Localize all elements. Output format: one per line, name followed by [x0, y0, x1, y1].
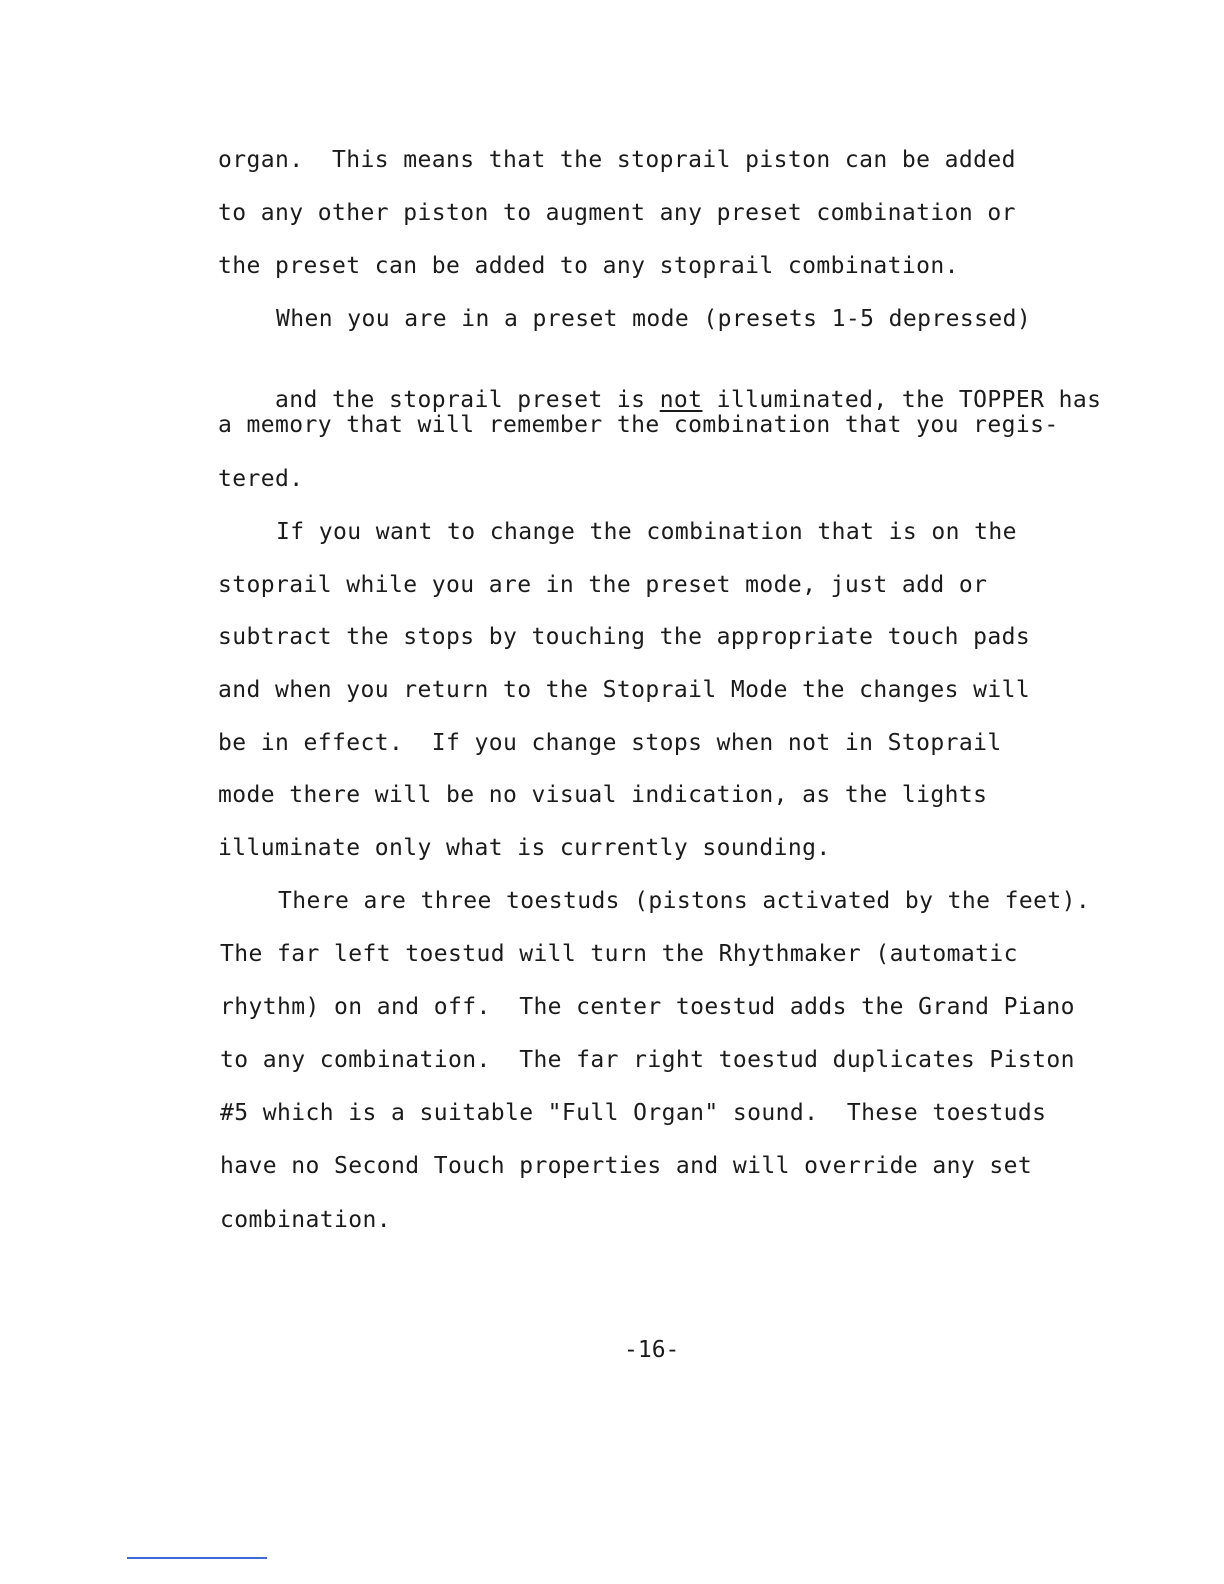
text-line: rhythm) on and off. The center toestud adds the Grand Piano	[220, 994, 1075, 1020]
text-line: a memory that will remember the combination that you regis-	[218, 412, 1059, 438]
text-line: There are three toestuds (pistons activated by the feet).	[278, 888, 1091, 914]
page-number: -16-	[624, 1337, 680, 1363]
underlined-word: not	[659, 387, 703, 413]
text-line: The far left toestud will turn the Rhythmaker (automatic	[220, 941, 1018, 967]
text-line: #5 which is a suitable "Full Organ" sound. These toestuds	[220, 1100, 1047, 1126]
text-line: be in effect. If you change stops when not in Stoprail	[218, 730, 1002, 756]
text-line: have no Second Touch properties and will override any set	[220, 1153, 1033, 1179]
text-run: and the stoprail preset is	[275, 387, 660, 413]
text-line: mode there will be no visual indication, as the lights	[218, 782, 988, 808]
text-line: When you are in a preset mode (presets 1-5 depressed)	[276, 306, 1032, 332]
text-line: the preset can be added to any stoprail combination.	[218, 253, 959, 279]
text-line: to any other piston to augment any preset combination or	[218, 200, 1016, 226]
text-line: illuminate only what is currently sounding.	[218, 835, 831, 861]
bottom-rule	[127, 1557, 267, 1559]
text-line: stoprail while you are in the preset mode, just add or	[218, 572, 988, 598]
text-line: tered.	[218, 466, 304, 492]
text-line: and when you return to the Stoprail Mode the changes will	[218, 677, 1031, 703]
text-run: illuminated, the TOPPER has	[702, 387, 1102, 413]
text-line: combination.	[220, 1207, 391, 1233]
text-line: If you want to change the combination that is on the	[276, 519, 1017, 545]
text-line: organ. This means that the stoprail piston can be added	[218, 147, 1016, 173]
text-line: subtract the stops by touching the appropriate touch pads	[218, 624, 1031, 650]
text-line: to any combination. The far right toestud duplicates Piston	[220, 1047, 1075, 1073]
